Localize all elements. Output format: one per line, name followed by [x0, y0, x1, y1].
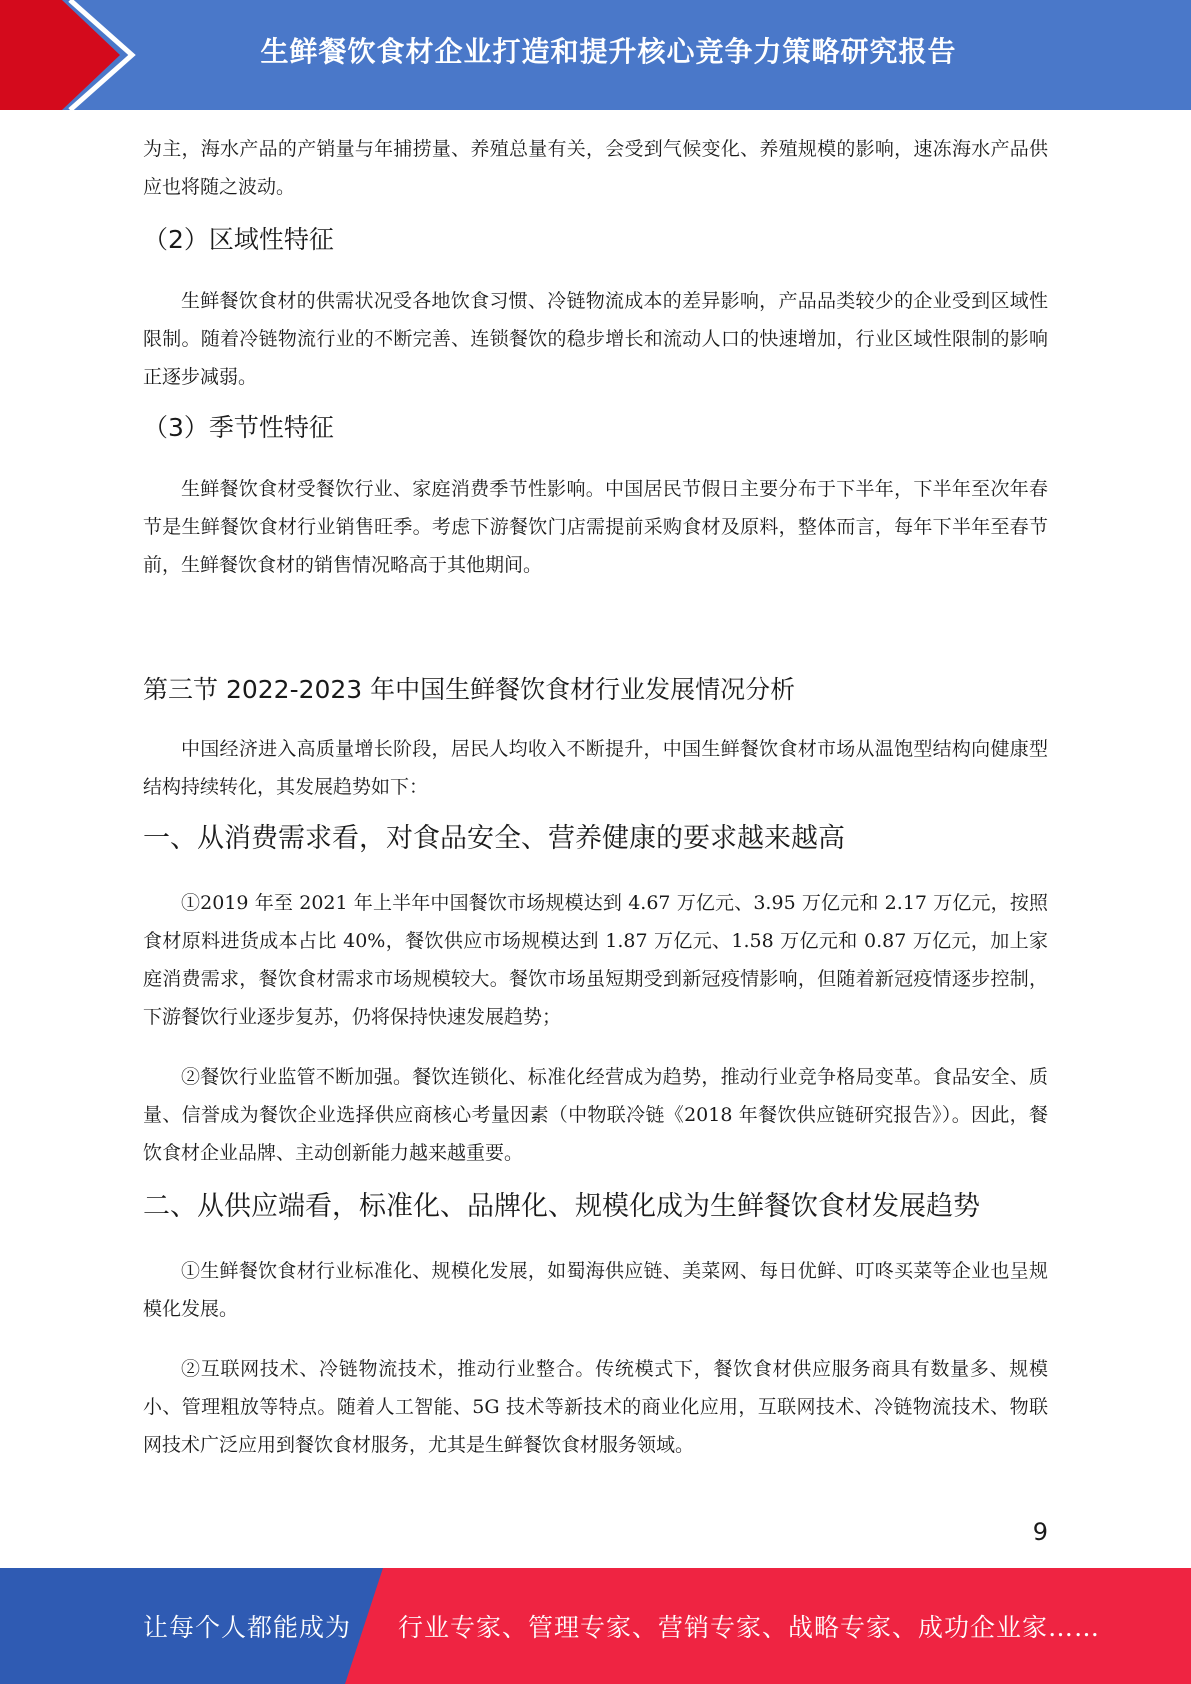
footer-slogan-left: 让每个人都能成为 [143, 1613, 352, 1642]
footer-slogan-right: 行业专家、管理专家、营销专家、战略专家、成功企业家…… [398, 1613, 1101, 1642]
paragraph-intro: 为主，海水产品的产销量与年捕捞量、养殖总量有关，会受到气候变化、养殖规模的影响，速冻海水产品供应也将随之波动。 [143, 138, 1048, 198]
heading-supply-side: 二、从供应端看，标准化、品牌化、规模化成为生鲜餐饮食材发展趋势 [143, 1191, 980, 1222]
paragraph-demand-2: ②餐饮行业监管不断加强。餐饮连锁化、标准化经营成为趋势，推动行业竞争格局变革。食品安全、质量、信誉成为餐饮企业选择供应商核心考量因素（中物联冷链《2018 年餐饮供应链研究报告》）。因此，餐饮食材企业品牌、主动创新能力越来越重要。 [143, 1066, 1048, 1164]
paragraph-demand-1: ①2019 年至 2021 年上半年中国餐饮市场规模达到 4.67 万亿元、3.95 万亿元和 2.17 万亿元，按照食材原料进货成本占比 40%，餐饮供应市场规模达到 1.87 万亿元、1.58 万亿元和 0.87 万亿元，加上家庭消费需求，餐饮食材需求市场规模较大。餐饮市场虽短期受到新冠疫情影响，但随着新冠疫情逐步控制，下游餐饮行业逐步复苏，仍将保持快速发展趋势； [143, 892, 1048, 1028]
report-title: 生鲜餐饮食材企业打造和提升核心竞争力策略研究报告 [260, 35, 957, 68]
page-number: 9 [1032, 1518, 1048, 1546]
heading-consumer-demand: 一、从消费需求看，对食品安全、营养健康的要求越来越高 [143, 823, 845, 854]
heading-regional-feature: （2）区域性特征 [143, 225, 334, 254]
paragraph-seasonal: 生鲜餐饮食材受餐饮行业、家庭消费季节性影响。中国居民节假日主要分布于下半年，下半年至次年春节是生鲜餐饮食材行业销售旺季。考虑下游餐饮门店需提前采购食材及原料，整体而言，每年下半年至春节前，生鲜餐饮食材的销售情况略高于其他期间。 [143, 478, 1048, 576]
header-band [0, 0, 1191, 110]
paragraph-section-intro: 中国经济进入高质量增长阶段，居民人均收入不断提升，中国生鲜餐饮食材市场从温饱型结构向健康型结构持续转化，其发展趋势如下： [143, 738, 1048, 798]
paragraph-regional: 生鲜餐饮食材的供需状况受各地饮食习惯、冷链物流成本的差异影响，产品品类较少的企业受到区域性限制。随着冷链物流行业的不断完善、连锁餐饮的稳步增长和流动人口的快速增加，行业区域性限制的影响正逐步减弱。 [143, 290, 1048, 388]
paragraph-supply-1: ①生鲜餐饮食材行业标准化、规模化发展，如蜀海供应链、美菜网、每日优鲜、叮咚买菜等企业也呈规模化发展。 [143, 1260, 1048, 1320]
heading-seasonal-feature: （3）季节性特征 [143, 413, 334, 442]
paragraph-supply-2: ②互联网技术、冷链物流技术，推动行业整合。传统模式下，餐饮食材供应服务商具有数量多、规模小、管理粗放等特点。随着人工智能、5G 技术等新技术的商业化应用，互联网技术、冷链物流技术、物联网技术广泛应用到餐饮食材服务，尤其是生鲜餐饮食材服务领域。 [143, 1358, 1048, 1456]
page-content [143, 130, 1048, 1464]
section-title: 第三节 2022-2023 年中国生鲜餐饮食材行业发展情况分析 [143, 675, 796, 704]
